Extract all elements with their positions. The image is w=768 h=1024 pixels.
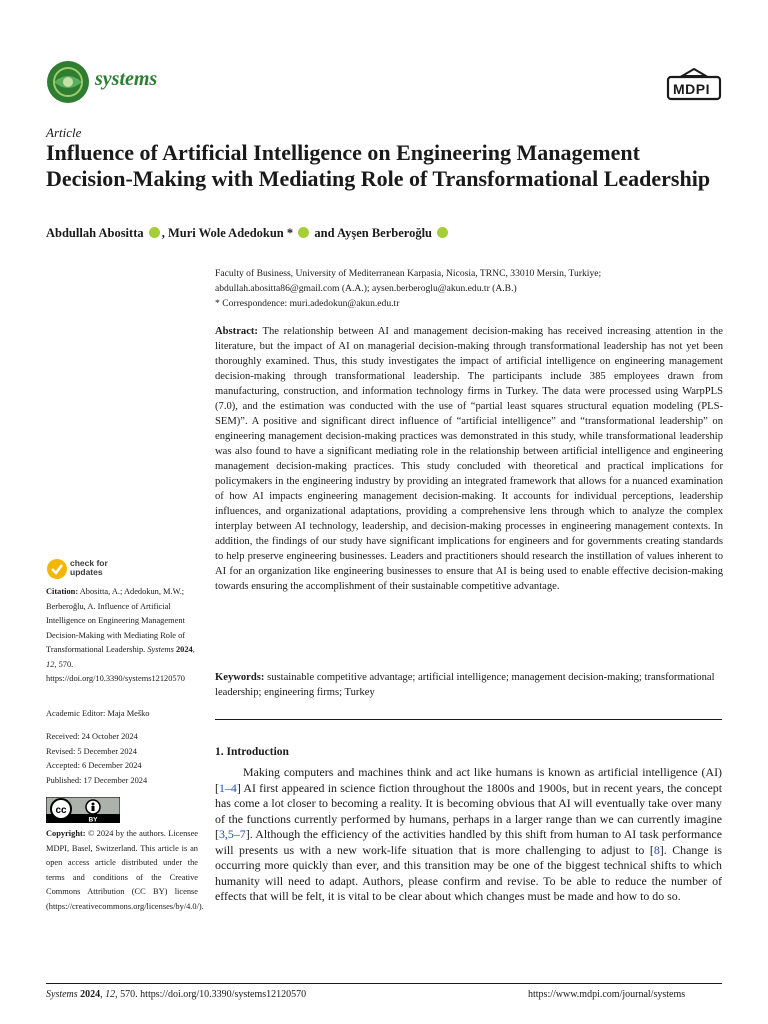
author-3[interactable]: Ayşen Berberoğlu [336,226,433,240]
check-updates-line: check for [70,558,108,568]
check-updates-line: updates [70,567,103,577]
author-2[interactable]: Muri Wole Adedokun * [167,226,294,240]
intro-text: ] AI first appeared in science fiction throughout the 1800s and 1900s, but in recent years, the concept has come a lot closer to becoming a reality. It is becoming obvious that AI will eventually take over many of the functions currently performed by humans, perhaps in a larger range than we can currently imagine [ [215,780,722,841]
copyright-label: Copyright: [46,829,86,838]
affiliation-line: Faculty of Business, University of Mediterranean Karpasia, Nicosia, TRNC, 33010 Mersin, Turkiye; [215,268,602,279]
journal-name: systems [95,68,158,90]
cc-badge-label: BY [88,816,98,823]
keywords [215,670,723,700]
intro-text: Making computers and machines think and act like humans is known as artificial intelligence (AI) [ [215,765,722,795]
citation-label: Citation: [46,587,79,596]
orcid-icon[interactable] [298,227,309,238]
footer-journal-url[interactable]: https://www.mdpi.com/journal/systems [528,989,686,1000]
author-1[interactable]: Abdullah Abositta [46,226,144,240]
keywords-text: sustainable competitive advantage; artificial intelligence; management decision-making; transformational leadership; engineering firms; Turkey [215,672,715,698]
publisher-logo [666,68,722,102]
footer-rule [46,983,722,984]
check-updates-label [70,559,108,577]
citation-link[interactable]: 8 [653,842,660,857]
intro-text: ]. Although the efficiency of the activities handled by this shift from human to AI task performance will presents us with a new work-life situation that is more challenging to adjust to [ [215,827,722,857]
published-date: Published: 17 December 2024 [46,775,148,785]
author-list: Abdullah Abositta , Muri Wole Adedokun * and Ayşen Berberoğlu [46,226,726,241]
footer-volume: 12 [105,989,116,1000]
section-divider [215,719,722,720]
copyright-text: © 2024 by the authors. Licensee MDPI, Basel, Switzerland. This article is an open access article distributed under the terms and conditions of the Creative Commons Attribution (CC BY) license (https://creativecommons.org/licenses/by/4.0/). [46,829,204,911]
abstract-text: The relationship between AI and management decision-making has received increasing attention in the literature, but the impact of AI on managerial decision-making through transformational leadership has not yet been thoroughly examined. Thus, this study investigates the impact of artificial intelligence on engineering management decision-making through transformational leadership. The participants include 385 employees drawn from manufacturing, construction, and information technology firms in Turkey. The data were processed using WarpPLS (7.0), and the estimation was conducted with the use of “partial least squares structural equation modeling (PLS-SEM)”. A positive and significant direct influence of “artificial intelligence” and “transformational leadership” on engineering management decision-making practices was demonstrated in this study, while transformational leadership was also found to have a significant mediating role in the relationship between artificial intelligence and engineering management decision-making practices. This study concluded with theoretical and practical implications for policymakers in the engineering industry by providing an integrated framework that allows for a nuanced examination of how AI impacts engineering management decision-making. It accounts for individual perceptions, leadership influences, and organizational adaptations, providing a comprehensive lens through which to analyze the complex interplay between AI technology, leadership, and decision-making processes in engineering management contexts. In addition, the findings of our study have significant implications for engineers and for governments creating standards to help preserve engineering businesses. Leaders and practitioners should research the instillation of values inherent to AI for an organization like engineering businesses to ensure that AI is being used to enable effective decision-making towards ensuring the accomplishment of their sustainable competitive advantage. [215,326,723,592]
citation-link[interactable]: 1–4 [218,780,237,795]
citation-link[interactable]: 3,5–7 [218,827,246,841]
footer-journal: Systems [46,989,78,1000]
affiliation-emails[interactable]: abdullah.abositta86@gmail.com (A.A.); aysen.berberoglu@akun.edu.tr (A.B.) [215,283,517,294]
section-heading: 1. Introduction [215,746,289,758]
article-type: Article [46,125,82,140]
citation-text: Abositta, A.; Adedokun, M.W.; Berberoğlu, A. Influence of Artificial Intelligence on Engineering Management Decision-Making with Mediating Role of Transformational Leadership. [46,587,186,654]
introduction-paragraph [215,765,722,905]
footer-citation: Systems 2024, 12, 570. https://doi.org/10.3390/systems12120570 [46,989,307,1000]
cc-by-license-icon[interactable] [46,797,120,823]
publisher-name: MDPI [673,81,710,97]
orcid-icon[interactable] [437,227,448,238]
footer-year: 2024 [80,989,101,1000]
citation-doi[interactable]: , 570. https://doi.org/10.3390/systems12120570 [46,659,185,683]
affiliation-block [215,266,725,311]
citation-block: Citation: Abositta, A.; Adedokun, M.W.; Berberoğlu, A. Influence of Artificial Intelligence on Engineering Management Decision-Making with Mediating Role of Transformational Leadership. Systems 2024, 12, 570. https://doi.org/10.3390/systems12120570 [46,587,195,683]
revised-date: Revised: 5 December 2024 [46,746,137,756]
citation-year: 2024 [175,645,193,654]
correspondence[interactable]: * Correspondence: muri.adedokun@akun.edu.tr [215,298,400,309]
footer-doi[interactable]: , 570. https://doi.org/10.3390/systems12120570 [115,989,307,1000]
keywords-label: Keywords: [215,672,265,683]
accepted-date: Accepted: 6 December 2024 [46,761,142,770]
received-date: Received: 24 October 2024 [46,732,138,741]
check-updates-icon [46,558,68,580]
check-for-updates[interactable] [46,558,166,582]
academic-editor: Academic Editor: Maja Meško [46,709,150,718]
article-title: Influence of Artificial Intelligence on Engineering Management Decision-Making with Mediating Role of Transformational Leadership [46,140,711,191]
citation-journal: Systems [147,645,174,654]
journal-logo-icon [46,60,90,104]
orcid-icon[interactable] [149,227,160,238]
copyright-notice [46,827,204,914]
abstract [215,324,723,594]
abstract-label: Abstract: [215,326,258,337]
publication-dates [46,730,147,788]
author-conjunction: and [314,226,335,240]
svg-text:cc: cc [55,805,67,816]
citation-volume: 12 [46,659,55,669]
intro-text: ]. Change is occurring more quickly than ever, and this transition may be one of the biggest technical shifts to which humanity will need to adapt. Authors, please confirm and revise. To be able to reduce the number of effects that will be felt, it is vital to be clear about which changes must be made and how to do so. [215,842,722,903]
